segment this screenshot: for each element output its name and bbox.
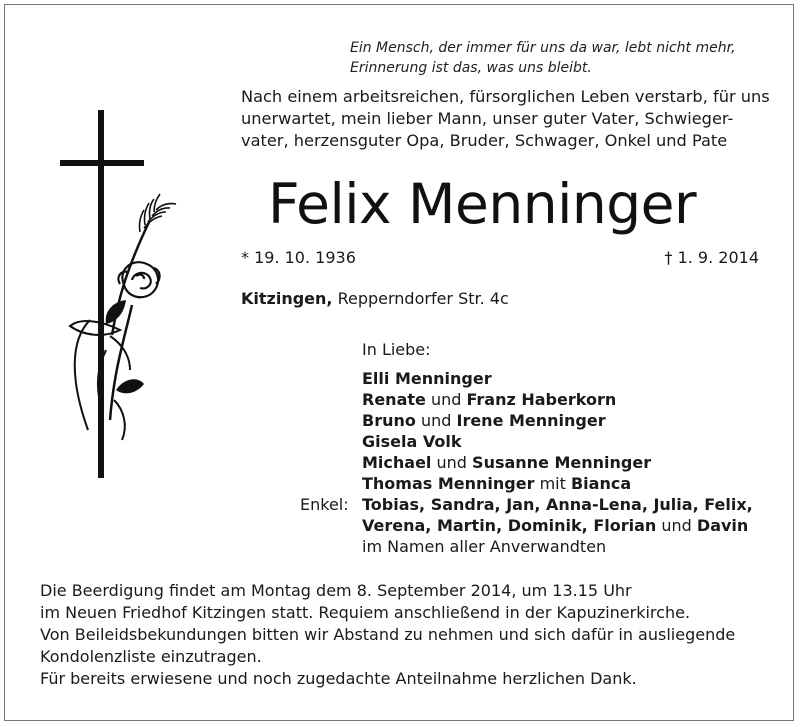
- intro-line: unerwartet, mein lieber Mann, unser guter Vater, Schwieger-: [241, 109, 734, 128]
- intro-text: [241, 86, 770, 152]
- closing-line: im Neuen Friedhof Kitzingen statt. Requiem anschließend in der Kapuzinerkirche.: [40, 603, 691, 622]
- mourner-name: Bianca: [570, 474, 632, 493]
- mourner-row: [362, 389, 651, 410]
- mourner-name: Gisela Volk: [362, 432, 462, 451]
- mourner-row: [362, 431, 651, 452]
- closing-line: Von Beileidsbekundungen bitten wir Abstand zu nehmen und sich dafür in ausliegende: [40, 625, 736, 644]
- intro-line: Nach einem arbeitsreichen, fürsorglichen Leben verstarb, für uns: [241, 87, 770, 106]
- death-date: † 1. 9. 2014: [664, 248, 759, 267]
- mourner-row: [362, 452, 651, 473]
- closing-line: Kondolenzliste einzutragen.: [40, 647, 262, 666]
- address-city: Kitzingen,: [241, 289, 333, 308]
- mourner-row: [362, 473, 651, 494]
- mourner-row: [362, 410, 651, 431]
- closing-text: [40, 580, 735, 690]
- cross-with-rose-icon: [40, 100, 190, 485]
- grandchildren-line: Tobias, Sandra, Jan, Anna-Lena, Julia, Felix,: [362, 495, 753, 514]
- life-dates: [241, 247, 759, 269]
- mourner-row: [362, 368, 651, 389]
- mourner-conjunction: und: [430, 390, 462, 409]
- mourner-name: Franz Haberkorn: [466, 390, 617, 409]
- grandchildren-names: Davin: [696, 516, 749, 535]
- motto-line: Erinnerung ist das, was uns bleibt.: [350, 60, 592, 76]
- mourner-conjunction: mit: [539, 474, 566, 493]
- mourner-conjunction: und: [420, 411, 452, 430]
- closing-line: Für bereits erwiesene und noch zugedachte Anteilnahme herzlichen Dank.: [40, 669, 637, 688]
- address: [241, 288, 509, 310]
- closing-line: Die Beerdigung findet am Montag dem 8. September 2014, um 13.15 Uhr: [40, 581, 632, 600]
- grandchildren-conjunction: und: [661, 516, 692, 535]
- mourner-conjunction: und: [436, 453, 467, 472]
- grandchildren-names: Verena, Martin, Dominik, Florian: [362, 516, 657, 535]
- in-love-label: In Liebe:: [362, 340, 431, 359]
- mourner-name: Susanne Menninger: [472, 453, 652, 472]
- birth-date: * 19. 10. 1936: [241, 248, 356, 267]
- grandchildren-label: Enkel:: [300, 495, 349, 514]
- mourner-name: Michael: [362, 453, 432, 472]
- grandchildren-line: [362, 515, 753, 536]
- motto: [350, 38, 736, 78]
- mourner-name: Renate: [362, 390, 426, 409]
- mourners-list: [362, 368, 651, 494]
- intro-line: vater, herzensguter Opa, Bruder, Schwager, Onkel und Pate: [241, 131, 728, 150]
- relatives-line: im Namen aller Anverwandten: [362, 537, 607, 556]
- grandchildren-list: [362, 494, 753, 557]
- motto-line: Ein Mensch, der immer für uns da war, lebt nicht mehr,: [350, 40, 736, 56]
- mourner-name: Irene Menninger: [456, 411, 606, 430]
- mourner-name: Elli Menninger: [362, 369, 492, 388]
- deceased-name: Felix Menninger: [268, 172, 697, 236]
- mourner-name: Bruno: [362, 411, 416, 430]
- mourner-name: Thomas Menninger: [362, 474, 535, 493]
- address-street: Repperndorfer Str. 4c: [337, 289, 509, 308]
